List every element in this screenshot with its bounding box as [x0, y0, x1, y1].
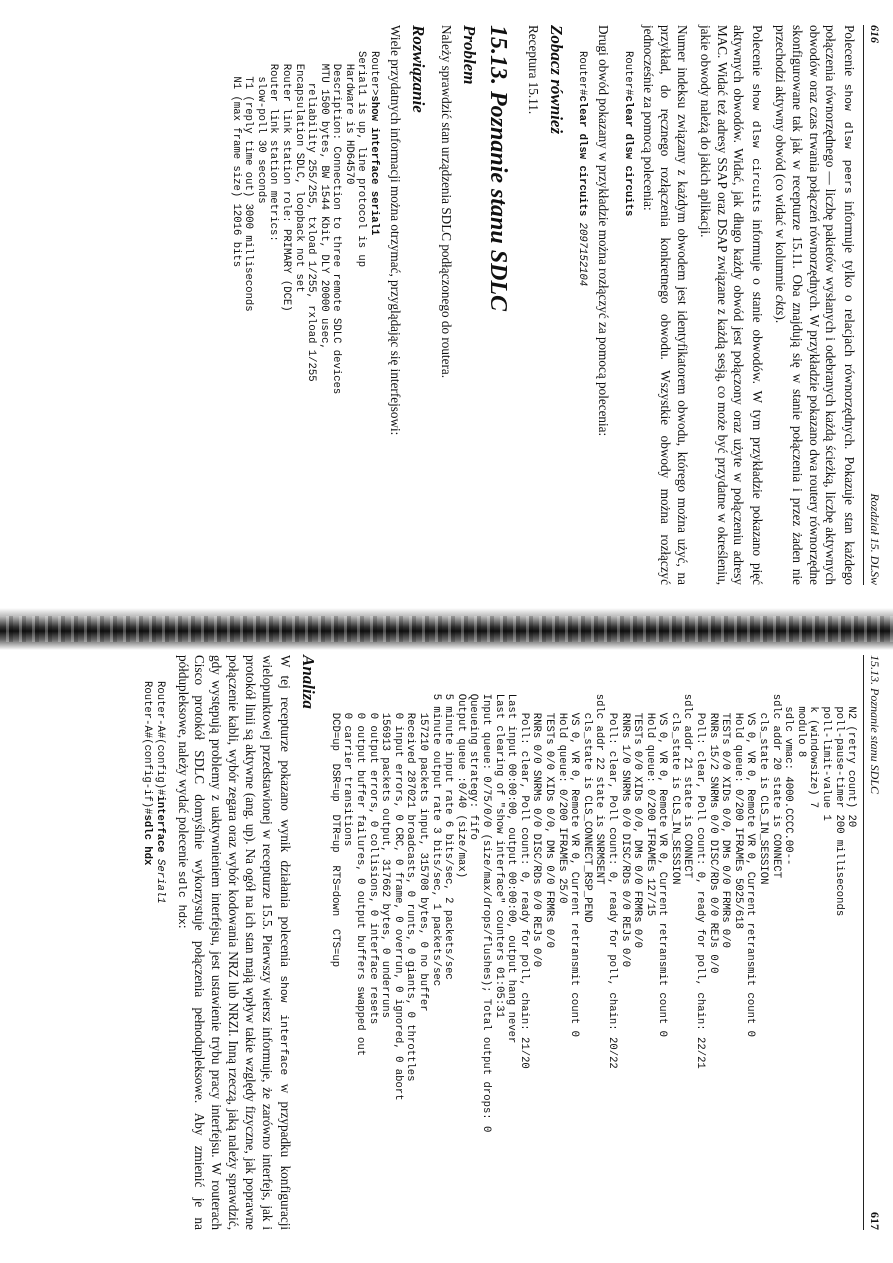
page-number-right: 617	[868, 1212, 882, 1230]
text: ).	[773, 315, 789, 324]
inline-code: show interface	[277, 975, 290, 1076]
section-title: 15.13. Poznanie stanu SDLC	[485, 25, 512, 312]
command: show interface serial1	[368, 95, 381, 236]
paragraph-show-dlsw-peers	[771, 25, 857, 585]
paragraph-second-circuit: Drugi obwód pokazany w przykładzie można rozłączyć za pomocą polecenia:	[596, 25, 612, 437]
command: interface	[153, 795, 166, 853]
running-head-left: Rozdział 15. DLSw	[868, 493, 882, 585]
book-gutter-shadow	[0, 608, 893, 650]
paragraph-show-dlsw-circuits	[696, 25, 765, 585]
prompt: Router#	[576, 51, 589, 96]
heading-analysis: Analiza	[299, 655, 319, 709]
code-sdlc-hdx	[141, 681, 166, 1230]
see-also-text: Receptura 15.11.	[525, 25, 541, 115]
text: w przypadku konfiguracji wielopunktowej przedstawionej w recepturze 15.5. Pierwszy wiersz informuje, że zarówno interfejs, jak i protokół linii są aktywne (ang. up). Na ogół na ich stan mają wpływ takie względy fizyczne, jak poprawne połączenie kabli, wybór zegara oraz wybór kodowania NRZ lub NRZI. Inną rzeczą, jaką należy sprawdzić, gdy występują problemy z uaktywnieniem interfejsu, jest ustawienie trybu pracy interfejsu. W routerach Cisco protokół SDLC domyślnie wykorzystuje połączenia pełnodupleksowe. Aby zmienić je na półdupleksowe, należy wydać polecenie	[175, 655, 294, 1231]
analysis-text	[172, 655, 294, 1230]
text: Polecenie	[842, 25, 858, 77]
text: informuje o stanie obwodów. W tym przykładzie pokazano pięć aktywnych obwodów. Widać, jak długo każdy obwód jest połączony oraz użyte w połączeniu adresy MAC. Widać też adresy SSAP oraz DSAP związane z każdą sesją, co może być przydatne w określeniu, jakie obwody należą do jakich aplikacji.	[697, 25, 766, 585]
solution-text: Wiele przydatnych informacji można otrzymać, przyglądając się interfejsowi:	[387, 25, 403, 436]
code-show-interface	[229, 51, 380, 585]
page-number-left: 616	[868, 25, 882, 43]
left-page-content	[219, 25, 883, 585]
command-output: Serial1 is up, line protocol is up Hardware is HD64570 Description: Connection to three remote SDLC devices MTU 1500 bytes, BW 1544 Kbit, DLY 20000 usec, reliability 255/255, txload 1/255, rxload 1/255 Encapsulation SDLC, loopback not set Router link station role: PRIMARY (DCE) Router link station metrics: slow-poll 30 seconds T1 (reply time out) 3000 milliseconds N1 (max frame size) 12016 bits	[229, 51, 368, 395]
right-page-header	[863, 655, 883, 1230]
heading-problem: Problem	[460, 25, 480, 85]
argument: Serial1	[153, 859, 166, 904]
prompt: Router-A#(config-if)#	[141, 681, 154, 815]
paragraph-index-number: Numer indeksu związany z każdym obwodem jest identyfikatorem obwodu, którego można użyć, na przykład, do ręcznego rozłączenia konkretnego obwodu. Wszystkie obwody można rozłączyć jednocześnie za pomocą polecenia:	[641, 25, 691, 585]
right-page-content	[131, 655, 883, 1230]
command: sdlc hdx	[141, 814, 154, 866]
text: informuje tylko o relacjach równorzędnych. Pokazuje stan każdego połączenia równorzędnego — liczbę pakietów wysłanych i odebranych każdą ścieżką, liczbę aktywnych obwodów oraz czas trwania połączeń równorzędnych. W przykładzie pokazano dwa routery równorzędne skonfigurowane tak jak w recepturze 15.11. Oba znajdują się w stanie połączenia i przez żaden nie przechodzi aktywny obwód (co widać w kolumnie	[773, 25, 858, 586]
heading-solution: Rozwiązanie	[408, 25, 428, 113]
running-head-right: 15.13. Poznanie stanu SDLC	[868, 655, 882, 795]
inline-code: show dlsw peers	[841, 83, 854, 194]
problem-text: Należy sprawdzić stan urządzenia SDLC podłączonego do routera.	[439, 25, 455, 378]
prompt: Router>	[368, 51, 381, 96]
command: clear dlsw circuits	[576, 95, 589, 217]
left-page-header	[863, 25, 883, 585]
code-clear-one	[576, 51, 589, 585]
italic-term: ckts	[773, 294, 789, 316]
code-clear-all	[621, 51, 634, 585]
command: clear dlsw circuits	[621, 95, 634, 217]
text: W tej recepturze pokazano wynik działania polecenia	[278, 655, 294, 967]
prompt: Router#	[621, 51, 634, 96]
text: :	[175, 924, 191, 929]
inline-code: sdlc hdx	[174, 870, 187, 925]
heading-see-also: Zobacz również	[546, 25, 566, 135]
prompt: Router-A#(config)#	[153, 681, 166, 796]
inline-code: show dlsw circuits	[749, 83, 762, 213]
code-output-continued: N2 (retry count) 20 poll-pause-timer 200 milliseconds poll-limit-value 1 k (windowsize) 7 modulo 8 sdlc vmac: 4000.CCCC.00-- sdlc addr 20 state is CONNECT cls_state is CLS_IN_SESSION VS 0, VR 0, Remote VR 0, Current retransmit count 0 Hold queue: 0/200 IFRAMEs 5025/618 TESTs 0/0 XIDs 0/0, DMs 0/0 FRMRs 0/0 RNRs 15/2 SNRMs 0/0 DISC/RDs 0/0 REJs 0/0 Poll: clear, Poll count: 0, ready for poll, chain: 22/21 sdlc addr 21 state is CONNECT cls_state is CLS_IN_SESSION VS 0, VR 0, Remote VR 0, Current retransmit count 0 Hold queue: 0/200 IFRAMEs 127/15 TESTs 0/0 XIDs 0/0, DMs 0/0 FRMRs 0/0 RNRs 1/0 SNRMs 0/0 DISC/RDs 0/0 REJs 0/0 Poll: clear, Poll count: 0, ready for poll, chain: 20/22 sdlc addr 22 state is SNRMSENT cls_state is CLS_CONNECT_RSP_PEND VS 0, VR 0, Remote VR 0, Current retransmit count 0 Hold queue: 0/200 IFRAMEs 25/0 TESTs 0/0 XIDs 0/0, DMs 0/0 FRMRs 0/0 RNRs 0/0 SNRMs 0/0 DISC/RDs 0/0 REJs 0/0 Poll: clear, Poll count: 0, ready for poll, chain: 21/20 Last input 00:00:00, output 00:00:00, output hang never Last clearing of "show interface" counters 01:05:31 Input queue: 0/75/0/0 (size/max/drops/flushes); Total output drops: 0 Queueing strategy: fifo Output queue :0/40 (size/max) 5 minute input rate 6 bits/sec, 2 packets/sec 5 minute output rate 3 bits/sec, 1 packets/sec 157210 packets input, 315708 bytes, 0 no buffer Received 287021 broadcasts, 0 runts, 0 giants, 0 throttles 0 input errors, 0 CRC, 0 frame, 0 overrun, 0 ignored, 0 abort 156913 packets output, 317662 bytes, 0 underruns 0 output errors, 0 collisions, 0 interface resets 0 output buffer failures, 0 output buffers swapped out 0 carrier transitions DCD=up DSR=up DTR=up RTS=down CTS=up	[328, 693, 858, 1133]
argument: 209715210​4	[576, 222, 589, 287]
text: Polecenie	[750, 25, 766, 77]
